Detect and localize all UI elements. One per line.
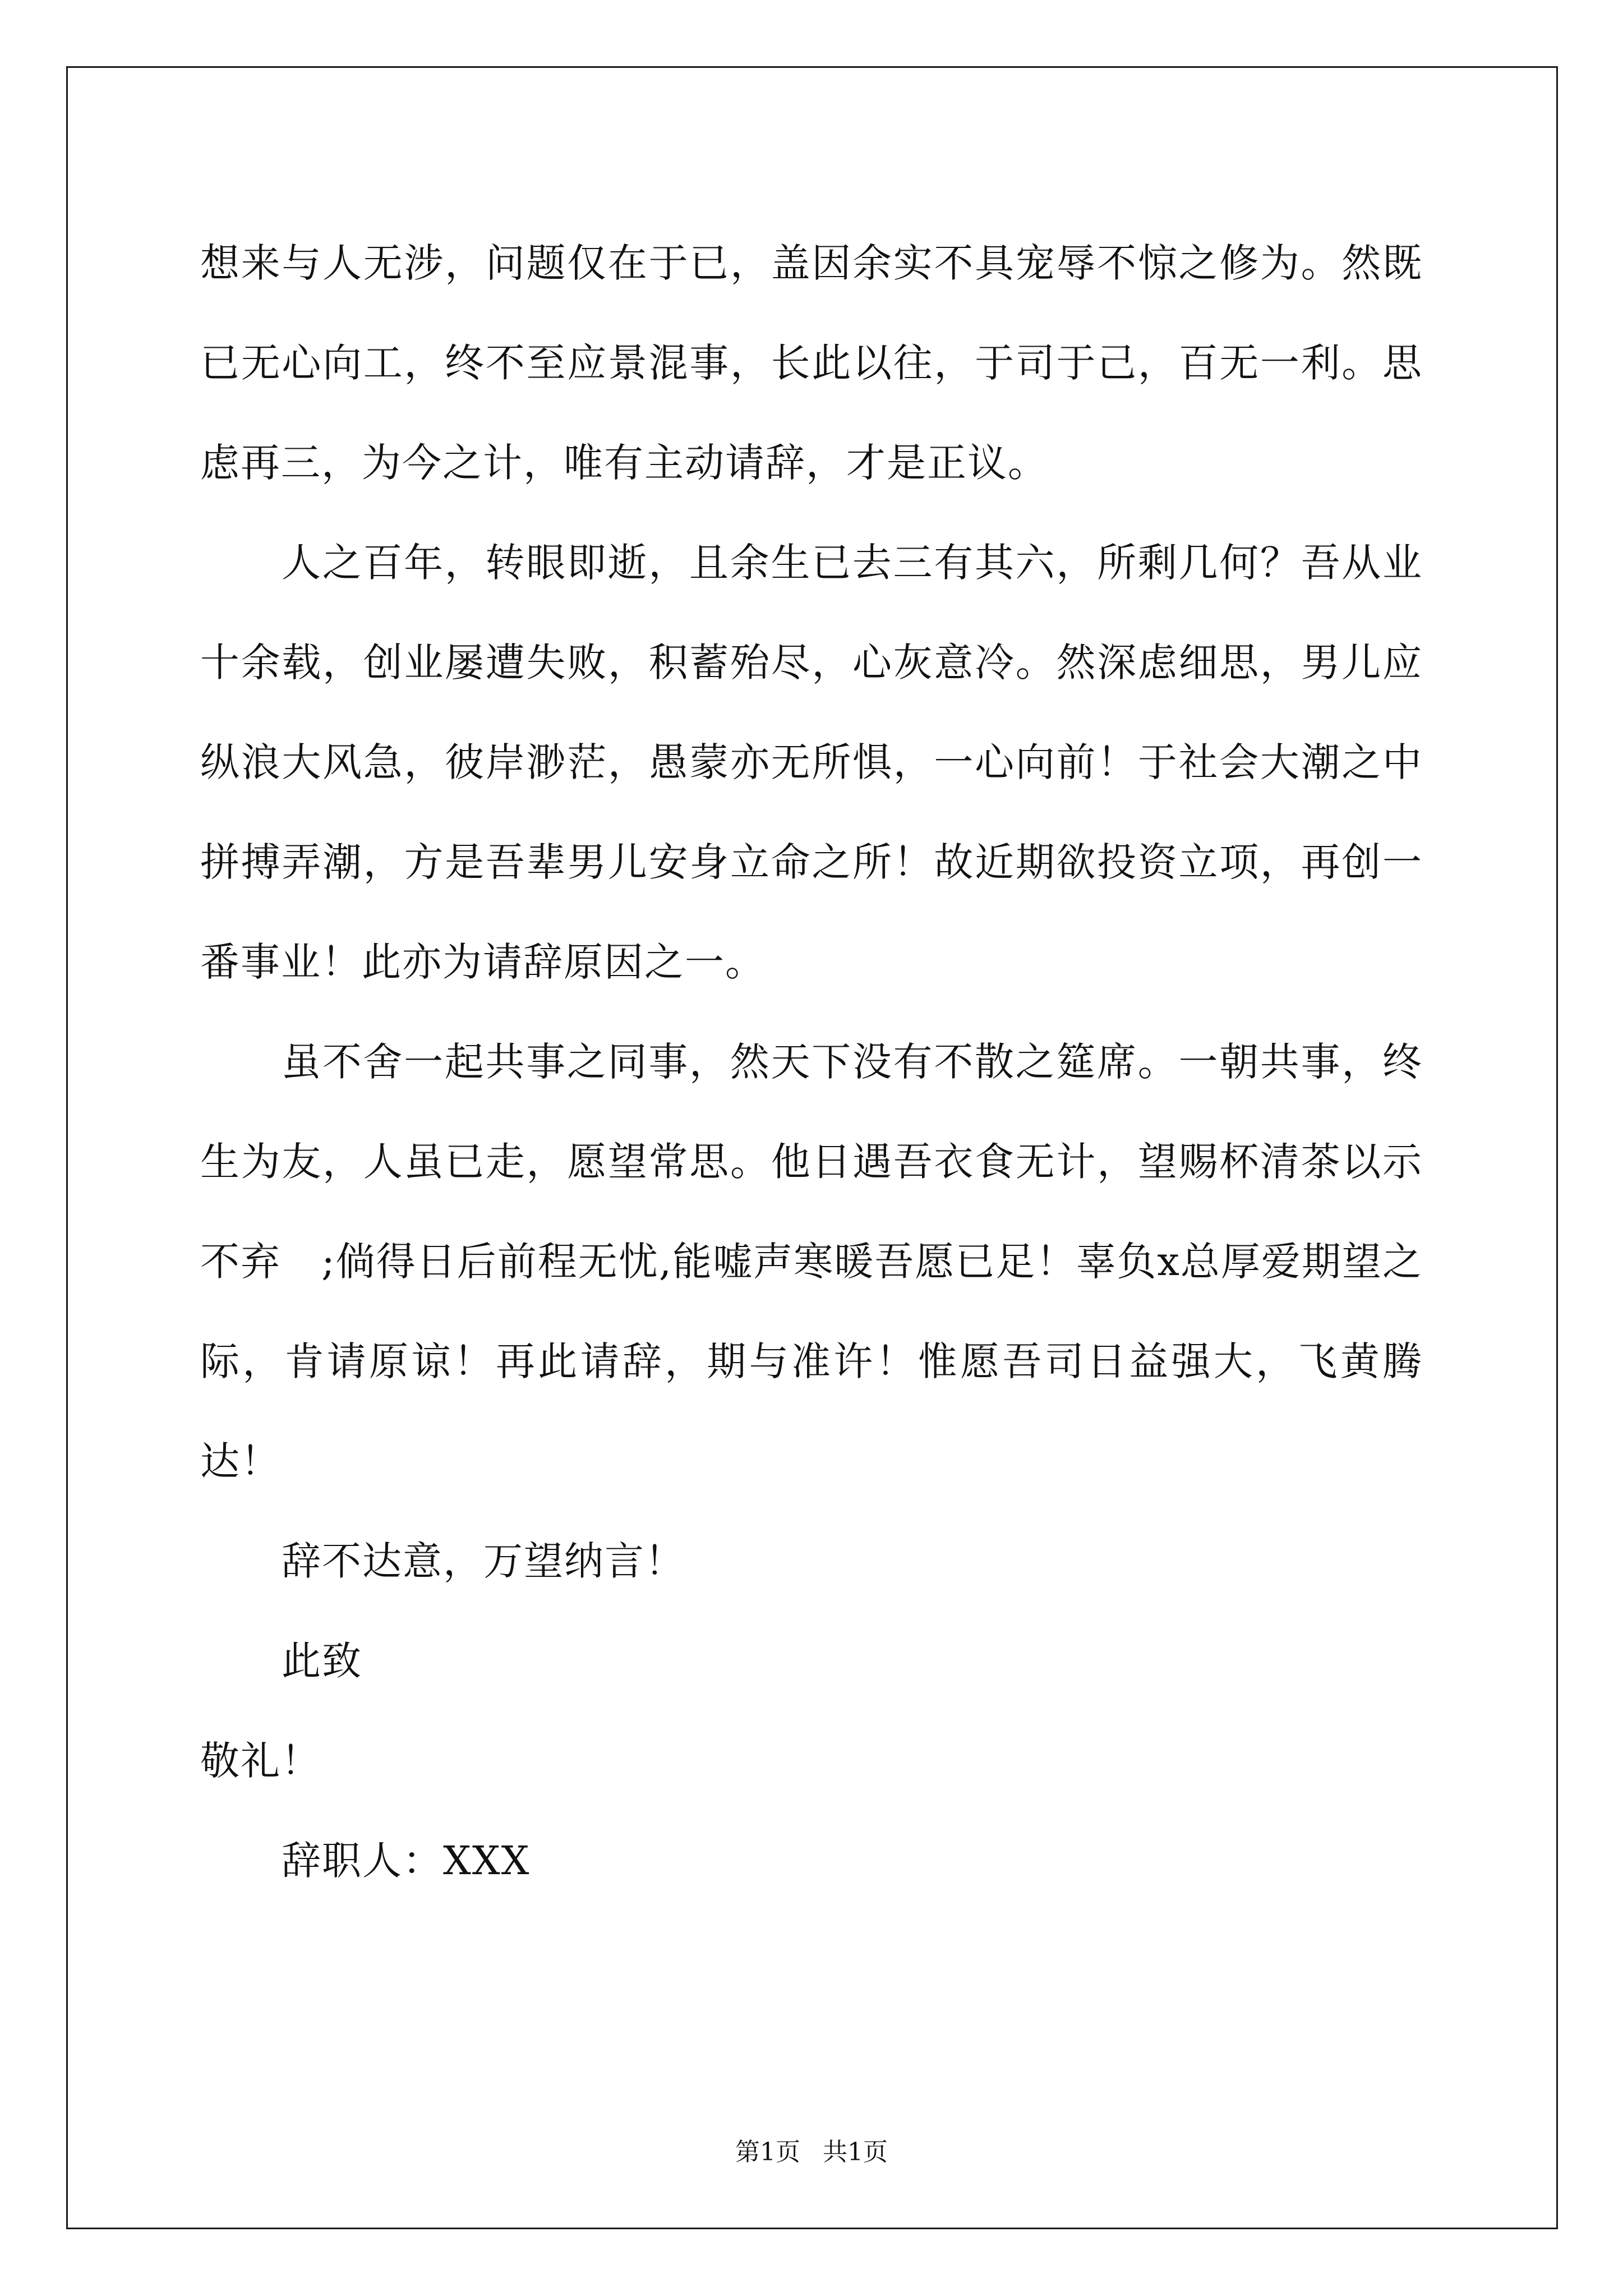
page-total: 共1页 bbox=[823, 2138, 888, 2166]
paragraph-1: 想来与人无涉，问题仅在于已，盖因余实不具宠辱不惊之修为。然既已无心向工，终不至应景混事，长此以往，于司于己，百无一利。思虑再三，为今之计，唯有主动请辞，才是正议。 bbox=[200, 240, 1423, 486]
paragraph-2: 人之百年，转眼即逝，且余生已去三有其六，所剩几何？吾从业十余载，创业屡遭失败，积蓄殆尽，心灰意冷。然深虑细思，男儿应纵浪大风急，彼岸渺茫，愚蒙亦无所惧，一心向前！于社会大潮之中拼搏弄潮，方是吾辈男儿安身立命之所！故近期欲投资立项，再创一番事业！此亦为请辞原因之一。 bbox=[200, 540, 1423, 985]
page-number: 第1页 bbox=[735, 2138, 800, 2166]
letter-body bbox=[200, 213, 1423, 1911]
paragraph-3: 虽不舍一起共事之同事，然天下没有不散之筵席。一朝共事，终生为友，人虽已走，愿望常思。他日遇吾衣食无计，望赐杯清茶以示不弃 ;倘得日后前程无忧,能嘘声寒暖吾愿已足！辜负x总厚爱期望之际，肯请原谅！再此请辞，期与准许！惟愿吾司日益强大，飞黄腾达！ bbox=[200, 1039, 1423, 1484]
signature: 辞职人：XXX bbox=[282, 1838, 531, 1884]
salutation-jingli: 敬礼！ bbox=[200, 1738, 321, 1784]
page-footer bbox=[0, 2132, 1623, 2168]
closing-remark: 辞不达意，万望纳言！ bbox=[282, 1538, 685, 1584]
salutation-cizhi: 此致 bbox=[282, 1638, 362, 1684]
